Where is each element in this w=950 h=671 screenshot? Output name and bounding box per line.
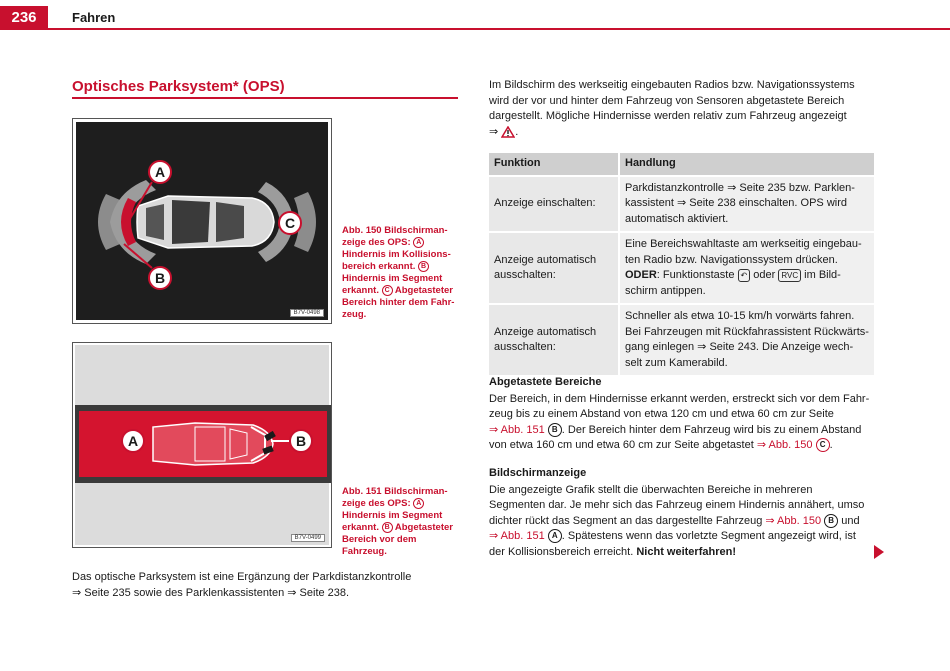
label-c-circle bbox=[279, 212, 301, 234]
ref-label-b: B bbox=[824, 514, 838, 528]
caption-label-b: B bbox=[418, 261, 429, 272]
figure-150-code: B7V-0498 bbox=[290, 309, 324, 317]
warning-icon[interactable] bbox=[501, 126, 515, 138]
col-handlung: Handlung bbox=[619, 153, 874, 176]
back-key-icon: ↶ bbox=[738, 269, 751, 282]
figure-151-code: B7V-0499 bbox=[291, 534, 325, 542]
ref-label-a: A bbox=[548, 529, 562, 543]
table-header-row bbox=[489, 153, 874, 176]
car-top-view bbox=[137, 196, 274, 248]
cell-funktion: Anzeige einschalten: bbox=[489, 176, 619, 233]
cell-funktion: Anzeige automatisch ausschalten: bbox=[489, 304, 619, 375]
table-row bbox=[489, 304, 874, 375]
rvc-key: RVC bbox=[778, 269, 801, 282]
bildschirm-heading: Bildschirmanzeige bbox=[489, 467, 587, 479]
chapter-title: Fahren bbox=[72, 10, 116, 25]
table-row bbox=[489, 176, 874, 233]
caption-label-a: A bbox=[413, 237, 424, 248]
label-b: B bbox=[154, 270, 166, 286]
label-a: A bbox=[154, 164, 166, 180]
label-b: B bbox=[295, 433, 307, 449]
figure-151 bbox=[72, 342, 332, 548]
table-row bbox=[489, 232, 874, 304]
right-intro: Im Bildschirm des werkseitig eingebauten Radios bzw. Navigationssystems wird der vor und hinter dem Fahrzeug von Sensoren abgetastete Bereich dargestellt. Mögliche Hindernisse werden relativ zum Fahrzeug angezeigt ⇒ . bbox=[489, 79, 855, 138]
cell-handlung: Parkdistanzkontrolle ⇒ Seite 235 bzw. Parklen- kassistent ⇒ Seite 238 einschalten. OPS wird automatisch aktiviert. bbox=[619, 176, 874, 233]
link-abb-150[interactable]: ⇒ Abb. 150 bbox=[765, 514, 822, 527]
continue-arrow-icon bbox=[874, 545, 884, 559]
label-c: C bbox=[284, 215, 296, 231]
link-abb-150[interactable]: ⇒ Abb. 150 bbox=[756, 439, 813, 451]
bildschirm-section: Bildschirmanzeige Die angezeigte Grafik stellt die überwachten Bereiche in mehreren Segmenten dar. Je mehr sich das Fahrzeug einem Hindernis annähert, umso dichter rückt das Segment an das dargestellte Fahrzeug ⇒ Abb. 150 B und ⇒ Abb. 151 A . Spätestens wenn das vorletzte Segment angezeigt wird, ist der Kollisionsbereich erreicht. Nicht weiterfahren! bbox=[489, 466, 879, 560]
function-table bbox=[489, 153, 874, 375]
section-rule bbox=[72, 97, 458, 99]
abgetastet-section: Abgetastete Bereiche Der Bereich, in dem Hindernisse erkannt werden, erstreckt sich vor dem Fahr- zeug bis zu einem Abstand von etwa 120 cm und etwa 60 cm zur Seite ⇒ Abb. 151 B . Der Bereich hinter dem Fahrzeug wird bis zu einem Abstand von etwa 160 cm und etwa 60 cm zur Seite abgetastet ⇒ Abb. 150 C . bbox=[489, 375, 879, 454]
ops-intro-text: Das optische Parksystem ist eine Ergänzung der Parkdistanzkontrolle ⇒ Seite 235 sowie des Parklenkassistenten ⇒ Seite 238. bbox=[72, 571, 412, 599]
cell-handlung: Schneller als etwa 10-15 km/h vorwärts fahren. Bei Fahrzeugen mit Rückfahrassistent Rückwärts- gang einlegen ⇒ Seite 243. Die Anzeige wech- selt zum Kamerabild. bbox=[619, 304, 874, 375]
link-abb-151[interactable]: ⇒ Abb. 151 bbox=[489, 423, 545, 436]
section-title: Optisches Parksystem* (OPS) bbox=[72, 78, 285, 95]
caption-label-a: A bbox=[413, 498, 424, 509]
page-number: 236 bbox=[0, 6, 48, 30]
link-abb-151[interactable]: ⇒ Abb. 151 bbox=[489, 530, 545, 542]
figure-150-caption: Abb. 150 Bildschirman- zeige des OPS: A Hindernis im Kollisions- bereich erkannt. B Hindernis im Segment erkannt. C Abgetasteter Bereich hinter dem Fahr- zeug. bbox=[342, 225, 455, 321]
ref-label-c: C bbox=[816, 438, 830, 452]
label-b-circle bbox=[290, 430, 312, 452]
cell-handlung: Eine Bereichswahltaste am werkseitig eingebau- ten Radio bzw. Navigationssystem drücken. ODER: Funktionstaste ↶ oder RVC im Bild- schirm antippen. bbox=[619, 232, 874, 304]
col-funktion: Funktion bbox=[489, 153, 619, 176]
caption-label-c: C bbox=[382, 285, 393, 296]
parking-front-graphic bbox=[75, 345, 331, 547]
label-a-circle bbox=[149, 161, 171, 183]
figure-151-caption: Abb. 151 Bildschirman- zeige des OPS: A Hindernis im Segment erkannt. B Abgetasteter Bereich vor dem Fahrzeug. bbox=[342, 486, 453, 558]
header-rule bbox=[48, 28, 950, 30]
abgetastet-heading: Abgetastete Bereiche bbox=[489, 376, 602, 388]
ref-label-b: B bbox=[548, 423, 562, 437]
caption-label-b: B bbox=[382, 522, 393, 533]
label-a: A bbox=[127, 433, 139, 449]
label-b-circle bbox=[149, 267, 171, 289]
figure-150 bbox=[72, 118, 332, 324]
parking-rear-graphic bbox=[76, 122, 328, 320]
label-a-circle bbox=[122, 430, 144, 452]
cell-funktion: Anzeige automatisch ausschalten: bbox=[489, 232, 619, 304]
